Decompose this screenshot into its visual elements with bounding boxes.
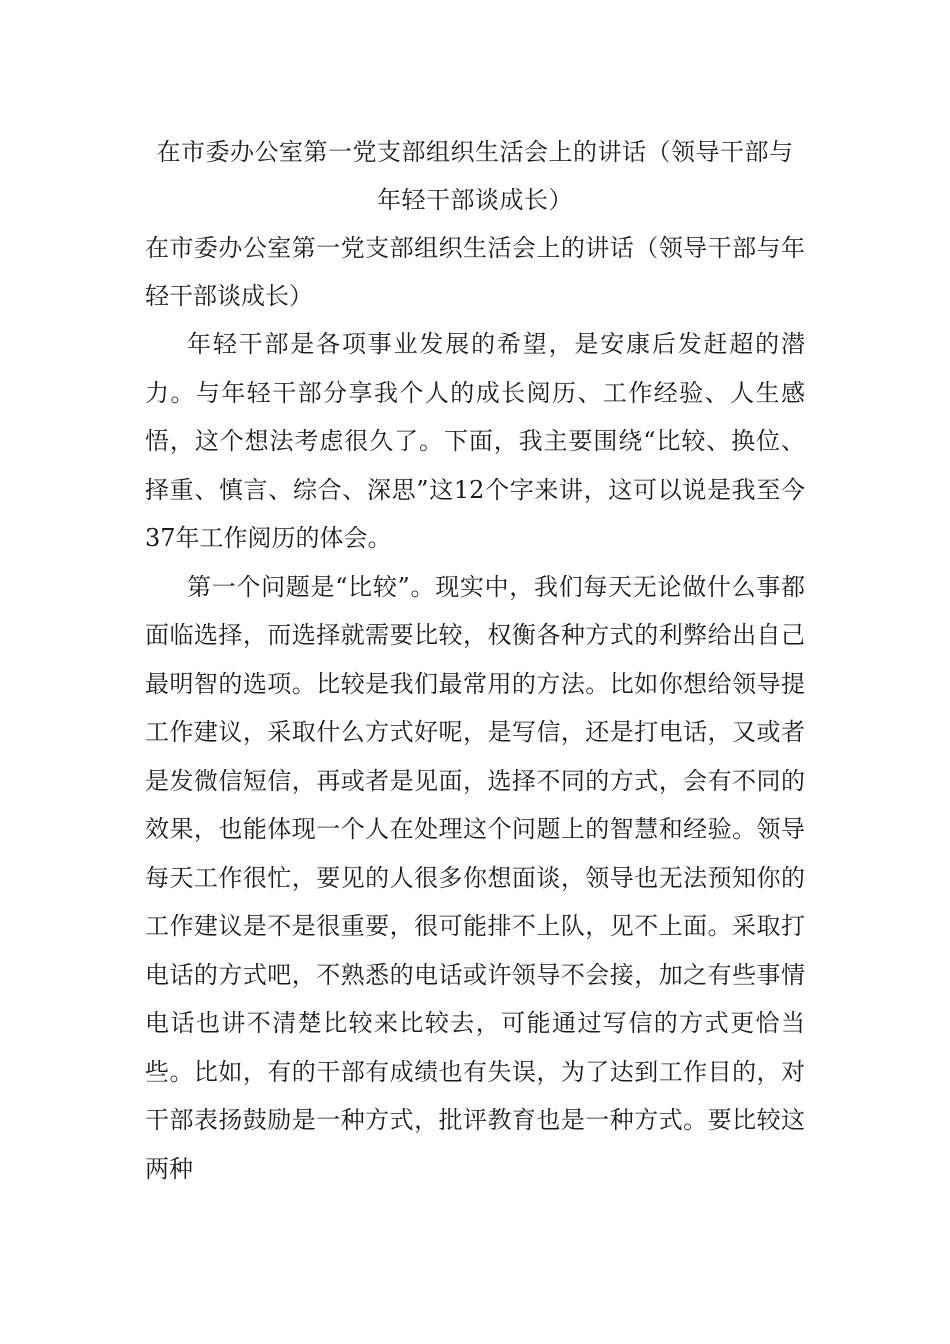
document-subtitle: 在市委办公室第一党支部组织生活会上的讲话（领导干部与年轻干部谈成长） [145, 234, 805, 310]
paragraph-intro: 年轻干部是各项事业发展的希望，是安康后发赶超的潜力。与年轻干部分享我个人的成长阅历、工作经验、人生感悟，这个想法考虑很久了。下面，我主要围绕“比较、换位、择重、慎言、综合、深思”这12个字来讲，这可以说是我至今37年工作阅历的体会。 [145, 330, 805, 552]
document-title: 在市委办公室第一党支部组织生活会上的讲话（领导干部与年轻干部谈成长） [156, 138, 794, 214]
paragraph-comparison: 第一个问题是“比较”。现实中，我们每天无论做什么事都面临选择，而选择就需要比较，权衡各种方式的利弊给出自己最明智的选项。比较是我们最常用的方法。比如你想给领导提工作建议，采取什么方式好呢，是写信，还是打电话，又或者是发微信短信，再或者是见面，选择不同的方式，会有不同的效果，也能体现一个人在处理这个问题上的智慧和经验。领导每天工作很忙，要见的人很多你想面谈，领导也无法预知你的工作建议是不是很重要，很可能排不上队，见不上面。采取打电话的方式吧，不熟悉的电话或许领导不会接，加之有些事情电话也讲不清楚比较来比较去，可能通过写信的方式更恰当些。比如，有的干部有成绩也有失误，为了达到工作目的，对干部表扬鼓励是一种方式，批评教育也是一种方式。要比较这两种 [145, 572, 805, 1183]
document-page [145, 128, 805, 1193]
